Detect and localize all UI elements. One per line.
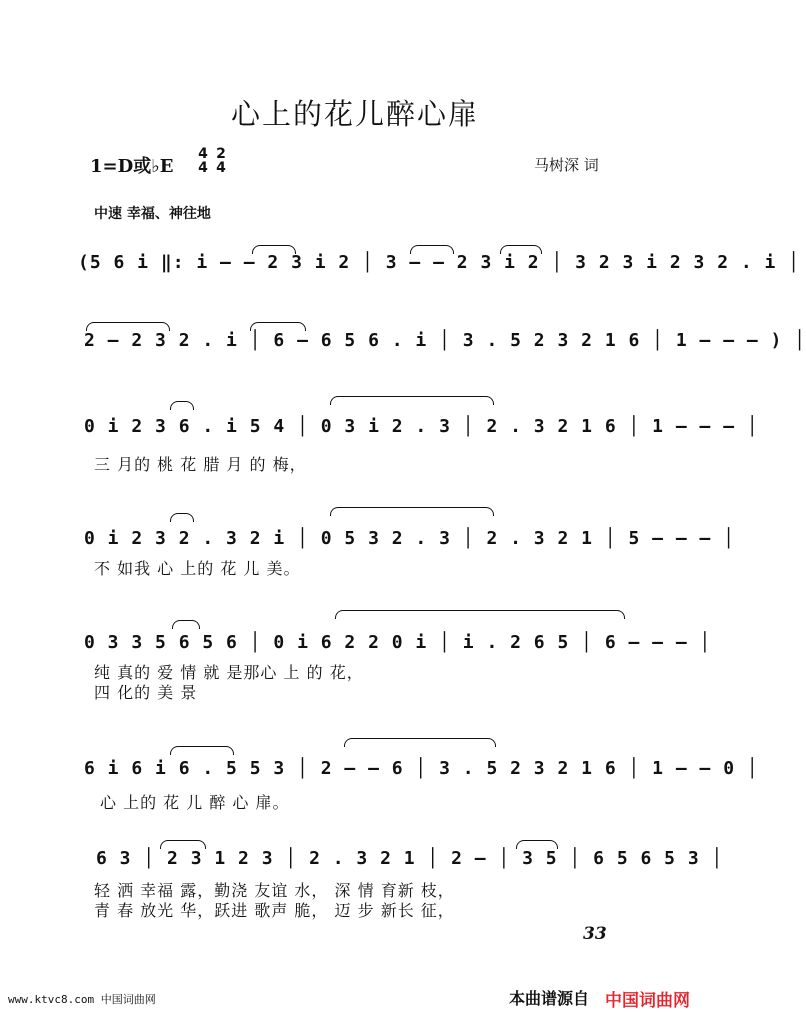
slur-mark [170, 401, 194, 410]
slur-mark [410, 245, 454, 254]
slur-mark [86, 322, 170, 331]
tempo-marking: 中速 幸福、神往地 [94, 206, 211, 222]
meter-top-1: 4 [198, 146, 208, 162]
key-signature: 1=D或♭E [90, 156, 174, 177]
lyrics-line-7-verse-1: 轻 洒 幸福 露，勤浇 友谊 水， 深 情 育新 枝， [94, 881, 455, 900]
slur-mark [330, 396, 494, 405]
slur-mark [335, 610, 625, 619]
meter-bottom-2: 4 [216, 160, 226, 176]
slur-mark [250, 322, 306, 331]
footer-brand: 中国词曲网 [605, 991, 690, 1011]
slur-mark [344, 738, 496, 747]
slur-mark [330, 507, 494, 516]
footer-source: 本曲谱源自 [509, 989, 590, 1008]
footer-site: www.ktvc8.com 中国词曲网 [8, 993, 156, 1006]
lyrics-line-5-verse-2: 四 化的 美 景 [94, 683, 198, 702]
meter-top-2: 2 [216, 146, 226, 162]
lyrics-line-3: 三 月的 桃 花 腊 月 的 梅， [94, 455, 307, 474]
notation-line-6: 6 i 6 i 6 . 5 5 3 │ 2 — — 6 │ 3 . 5 2 3 2 1 6 │ 1 — — 0 │ [84, 758, 759, 779]
lyrics-line-7-verse-2: 青 春 放光 华，跃进 歌声 脆， 迈 步 新长 征， [94, 901, 455, 920]
notation-line-4: 0 i 2 3 2 . 3 2 i │ 0 5 3 2 . 3 │ 2 . 3 2 1 │ 5 — — — │ [84, 528, 736, 549]
slur-mark [500, 245, 542, 254]
time-signature [196, 147, 232, 175]
page-number: 33 [583, 924, 607, 944]
slur-mark [160, 840, 206, 849]
lyrics-line-5-verse-1: 纯 真的 爱 情 就 是那心 上 的 花， [94, 663, 364, 682]
notation-line-2: 2 — 2 3 2 . i │ 6 — 6 5 6 . i │ 3 . 5 2 3 2 1 6 │ 1 – – – ) │ [84, 330, 806, 351]
slur-mark [170, 746, 234, 755]
notation-line-1: (5 6 i ‖: i – – 2 3 i 2 │ 3 – – 2 3 i 2 │ 3 2 3 i 2 3 2 . i │ [78, 252, 801, 273]
lyricist-credit: 马树深 词 [534, 156, 599, 174]
meter-bottom-1: 4 [198, 160, 208, 176]
slur-mark [170, 513, 194, 522]
slur-mark [172, 620, 200, 629]
notation-line-3: 0 i 2 3 6 . i 5 4 │ 0 3 i 2 . 3 │ 2 . 3 2 1 6 │ 1 — — — │ [84, 416, 759, 437]
slur-mark [516, 840, 558, 849]
slur-mark [252, 245, 296, 254]
notation-line-5: 0 3 3 5 6 5 6 │ 0 i 6 2 2 0 i │ i . 2 6 5 │ 6 — — — │ [84, 632, 712, 653]
lyrics-line-6: 心 上的 花 儿 醉 心 扉。 [100, 793, 290, 812]
lyrics-line-4: 不 如我 心 上的 花 儿 美。 [94, 559, 301, 578]
song-title: 心上的花儿醉心扉 [230, 97, 479, 131]
notation-line-7: 6 3 │ 2 3 1 2 3 │ 2 . 3 2 1 │ 2 — │ 3 5 │ 6 5 6 5 3 │ [96, 848, 724, 869]
